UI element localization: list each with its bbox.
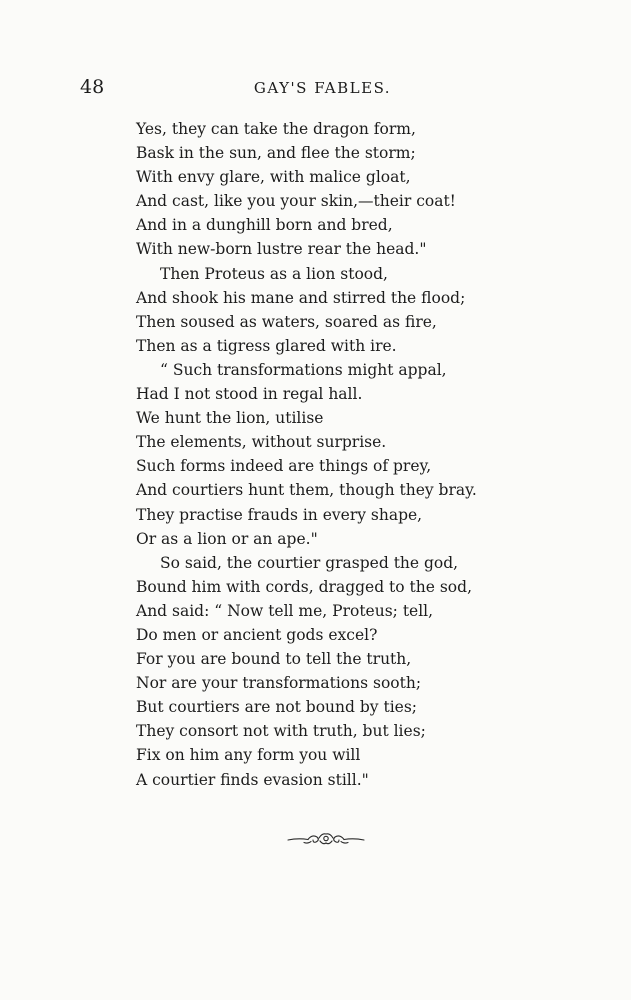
poem-line: Bound him with cords, dragged to the sod, xyxy=(136,577,472,596)
poem-line: Then Proteus as a lion stood, xyxy=(160,264,388,283)
poem-line: A courtier finds evasion still." xyxy=(136,770,369,789)
poem-line: And cast, like you your skin,—their coat! xyxy=(136,192,456,211)
poem-line: Had I not stood in regal hall. xyxy=(136,385,363,404)
poem-line: Nor are your transformations sooth; xyxy=(136,674,422,693)
poem-line: And in a dunghill born and bred, xyxy=(136,216,393,235)
poem-text xyxy=(136,117,576,792)
poem-line: They practise frauds in every shape, xyxy=(136,505,423,524)
poem-line: But courtiers are not bound by ties; xyxy=(136,698,418,717)
poem-line: Then soused as waters, soared as fire, xyxy=(136,312,437,331)
poem-line: And courtiers hunt them, though they bray. xyxy=(136,481,477,500)
poem-line: And shook his mane and stirred the flood; xyxy=(136,288,466,307)
poem-line: With envy glare, with malice gloat, xyxy=(136,168,411,187)
poem-line: Bask in the sun, and flee the storm; xyxy=(136,144,416,163)
poem-line: “ Such transformations might appal, xyxy=(160,360,447,379)
poem-line: Fix on him any form you will xyxy=(136,746,361,765)
page-number: 48 xyxy=(80,76,105,98)
poem-line: Then as a tigress glared with ire. xyxy=(136,336,397,355)
poem-line: The elements, without surprise. xyxy=(136,433,387,452)
poem-line: Yes, they can take the dragon form, xyxy=(136,120,416,138)
poem-line: They consort not with truth, but lies; xyxy=(136,722,426,741)
poem-line: And said: “ Now tell me, Proteus; tell, xyxy=(136,601,434,620)
poem-line: Or as a lion or an ape." xyxy=(136,529,318,548)
fleuron-ornament-icon xyxy=(286,829,366,849)
poem-line: Do men or ancient gods excel? xyxy=(136,625,378,644)
running-title: GAY'S FABLES. xyxy=(253,79,392,97)
poem-line: Such forms indeed are things of prey, xyxy=(136,457,432,476)
poem-line: For you are bound to tell the truth, xyxy=(136,650,412,669)
poem-line: So said, the courtier grasped the god, xyxy=(160,553,459,572)
poem-line: We hunt the lion, utilise xyxy=(136,409,324,428)
poem-line: With new-born lustre rear the head." xyxy=(136,240,427,259)
